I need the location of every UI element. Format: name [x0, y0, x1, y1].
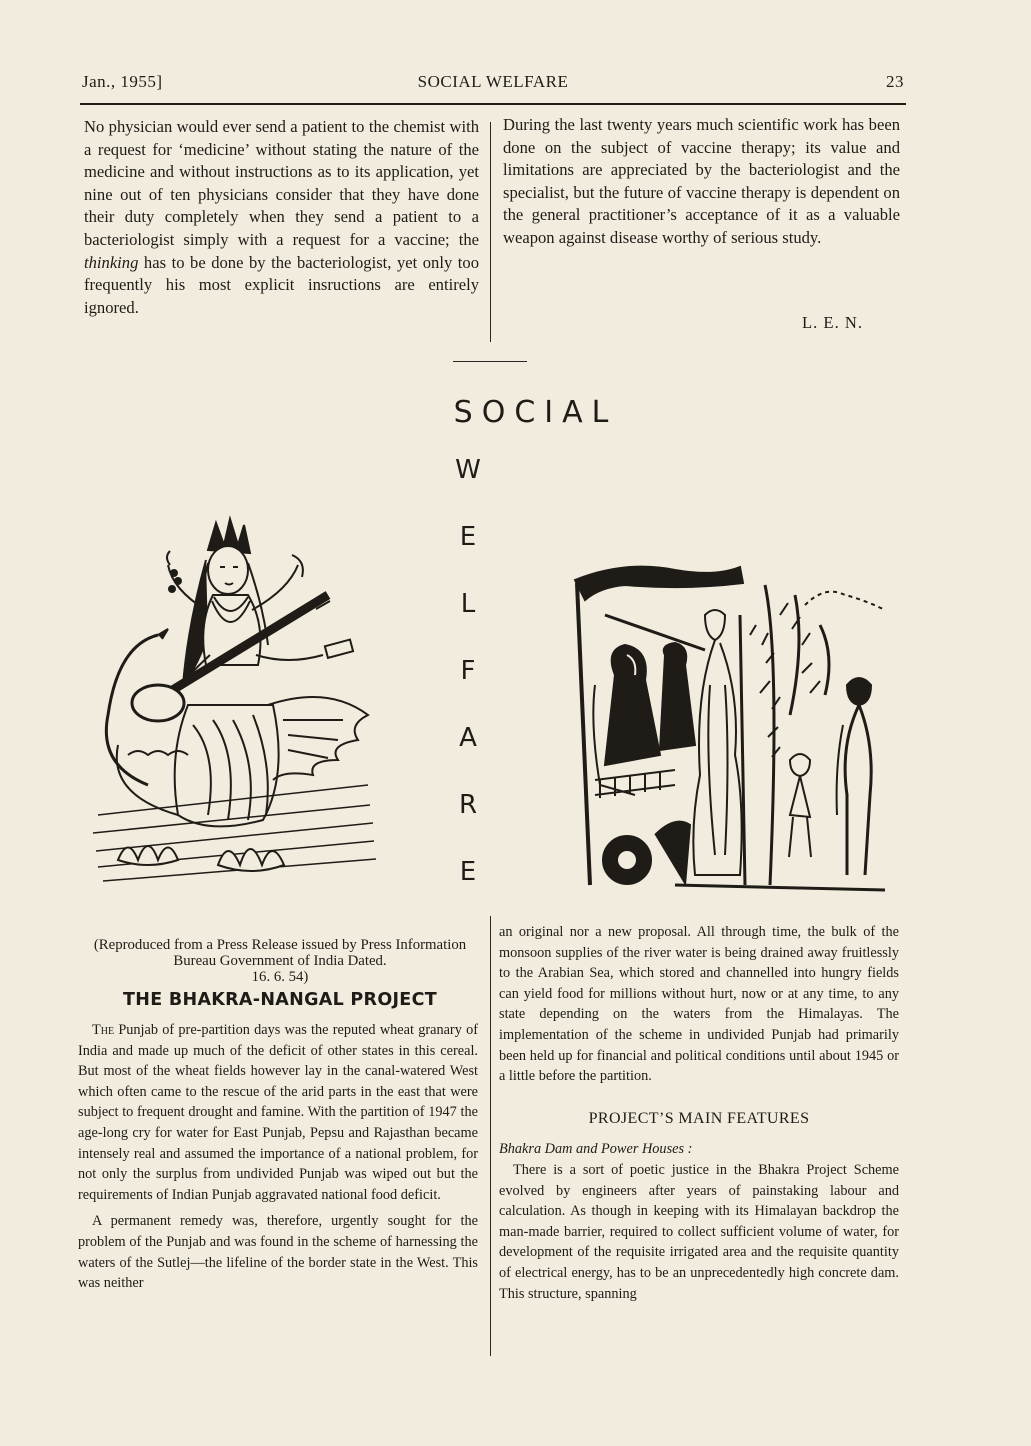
vaccine-paragraph-left	[84, 116, 479, 319]
header-rule	[80, 103, 906, 105]
text-run: Punjab of pre-partition days was the reputed wheat granary of India and made up much of the deficit of other states in this cereal. But most of the wheat fields however lay in the canal-watered West which often came to the rescue of the arid parts in the east that were subject to frequent drought and famine. With the partition of 1947 the age-long cry for water for East Punjab, Pepsu and Rajasthan became intensely real and assumed the importance of a national problem, for not only the surplus from undivided Punjab was wiped out but the requirements of Indian Punjab aggravated national food deficit.	[78, 1022, 478, 1203]
vaccine-paragraph-right: During the last twenty years much scientific work has been done on the subject of vaccine therapy; its value and limitations are appreciated by the bacteriologist and the specialist, but the future of vaccine therapy is dependent on the general practitioner’s acceptance of it as a valuable weapon against disease worthy of serious study.	[503, 115, 900, 247]
column-divider	[490, 122, 491, 342]
press-release-caption	[80, 937, 480, 985]
logo-social: SOCIAL	[453, 395, 618, 430]
logo-letter: E	[459, 857, 477, 887]
article-paragraph: an original nor a new proposal. All through time, the bulk of the monsoon supplies of the river water is being drained away fruitlessly to the Arabian Sea, which stored and channelled into hungry fields can yield food for millions without hurt, now or at any time, to any state depending on the waters from the Himalayas. The implementation of the scheme in undivided Punjab had primarily been held up for financial and political conditions until about 1945 or a little before the partition.	[499, 924, 899, 1085]
caption-line: (Reproduced from a Press Release issued by Press Information Bureau Government of India Dated.	[93, 937, 467, 969]
issue-date: Jan., 1955]	[82, 72, 163, 91]
section-heading: PROJECT’S MAIN FEATURES	[588, 1109, 810, 1127]
author-initials: L. E. N.	[802, 313, 863, 332]
subsection-heading: Bhakra Dam and Power Houses :	[499, 1141, 693, 1158]
text-run: has to be done by the bacteriologist, yet only too frequently his most explicit insructions are entirely ignored.	[84, 252, 479, 317]
journal-title: SOCIAL WELFARE	[417, 72, 569, 91]
article-paragraph: A permanent remedy was, therefore, urgently sought for the problem of the Punjab and was found in the scheme of harnessing the waters of the Sutlej—the lifeline of the border state in the West. This was neither	[78, 1213, 478, 1292]
logo-letter: E	[459, 522, 477, 552]
goddess-with-veena-on-swan-icon	[88, 515, 380, 887]
running-header	[82, 72, 904, 94]
italic-word: thinking	[84, 252, 139, 272]
lead-word: The	[92, 1022, 115, 1038]
logo-letter: A	[459, 723, 477, 753]
logo-letter: W	[455, 455, 481, 485]
caption-date: 16. 6. 54)	[251, 969, 309, 985]
article-column-right	[499, 922, 899, 1304]
logo-letter: F	[460, 656, 476, 686]
article-title: THE BHAKRA-NANGAL PROJECT	[123, 990, 437, 1010]
page-number: 23	[886, 72, 904, 91]
column-divider	[490, 916, 491, 1356]
logo-letter: L	[460, 589, 476, 619]
section-divider	[453, 361, 527, 362]
vaccine-text-left	[84, 116, 479, 319]
vaccine-text-right	[503, 114, 900, 250]
text-run: No physician would ever send a patient to the chemist with a request for ‘medicine’ without stating the nature of the medicine and without instructions as to its application, yet nine out of ten physicians consider that they have done their duty completely when they send a patient to a bacteriologist simply with a request for a vaccine; the	[84, 117, 479, 249]
article-paragraph: There is a sort of poetic justice in the Bhakra Project Scheme evolved by engineers after years of painstaking labour and calculation. As though in keeping with its Himalayan backdrop the man-made barrier, required to collect sufficient volume of water, for development of the requisite irrigated area and the requisite quantity of electrical energy, has to be an unprecedentedly high concrete dam. This structure, spanning	[499, 1161, 899, 1302]
logo-letter: R	[458, 790, 478, 820]
article-paragraph	[78, 1020, 478, 1205]
figures-by-river-scene-icon	[565, 555, 895, 895]
article-column-left	[78, 1020, 478, 1294]
